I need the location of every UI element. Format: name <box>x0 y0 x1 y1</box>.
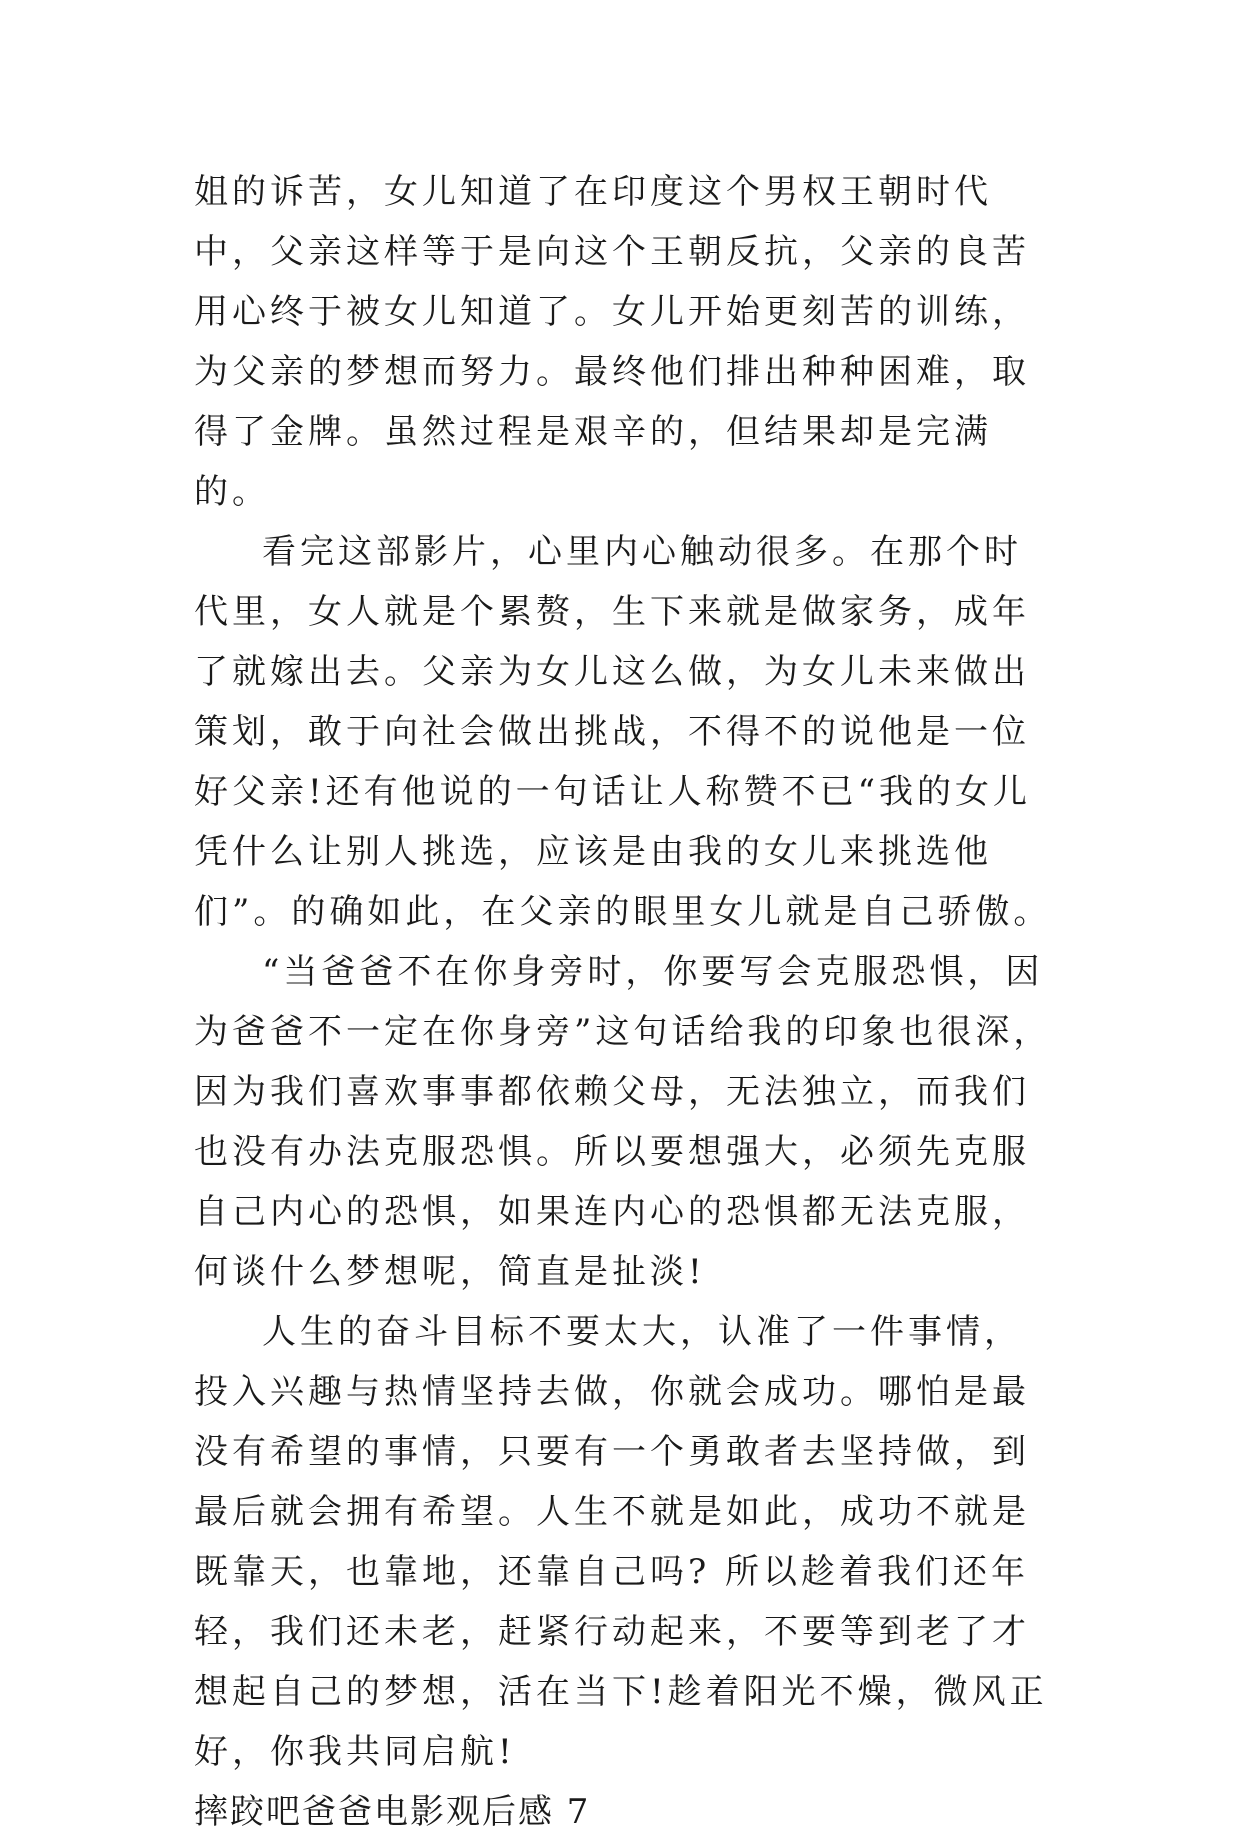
paragraph-3: “当爸爸不在你身旁时，你要写会克服恐惧，因为爸爸不一定在你身旁”这句话给我的印象也很深，因为我们喜欢事事都依赖父母，无法独立，而我们也没有办法克服恐惧。所以要想强大，必须先克服自己内心的恐惧，如果连内心的恐惧都无法克服，何谈什么梦想呢，简直是扯淡! <box>194 952 1052 1292</box>
section-heading: 摔跤吧爸爸电影观后感 7 <box>194 1792 591 1832</box>
paragraph-1: 姐的诉苦，女儿知道了在印度这个男权王朝时代中，父亲这样等于是向这个王朝反抗，父亲的良苦用心终于被女儿知道了。女儿开始更刻苦的训练，为父亲的梦想而努力。最终他们排出种种困难，取得了金牌。虽然过程是艰辛的，但结果却是完满的。 <box>194 172 1030 512</box>
document-body <box>194 162 1054 1842</box>
paragraph-4: 人生的奋斗目标不要太大，认准了一件事情，投入兴趣与热情坚持去做，你就会成功。哪怕是最没有希望的事情，只要有一个勇敢者去坚持做，到最后就会拥有希望。人生不就是如此，成功不就是既靠天，也靠地，还靠自己吗? 所以趁着我们还年轻，我们还未老，赶紧行动起来，不要等到老了才想起自己的梦想，活在当下!趁着阳光不燥，微风正好，你我共同启航! <box>194 1312 1048 1772</box>
paragraph-2: 看完这部影片，心里内心触动很多。在那个时代里，女人就是个累赘，生下来就是做家务，成年了就嫁出去。父亲为女儿这么做，为女儿未来做出策划，敢于向社会做出挑战，不得不的说他是一位好父亲!还有他说的一句话让人称赞不已“我的女儿凭什么让别人挑选，应该是由我的女儿来挑选他们”。的确如此，在父亲的眼里女儿就是自己骄傲。 <box>194 532 1052 932</box>
